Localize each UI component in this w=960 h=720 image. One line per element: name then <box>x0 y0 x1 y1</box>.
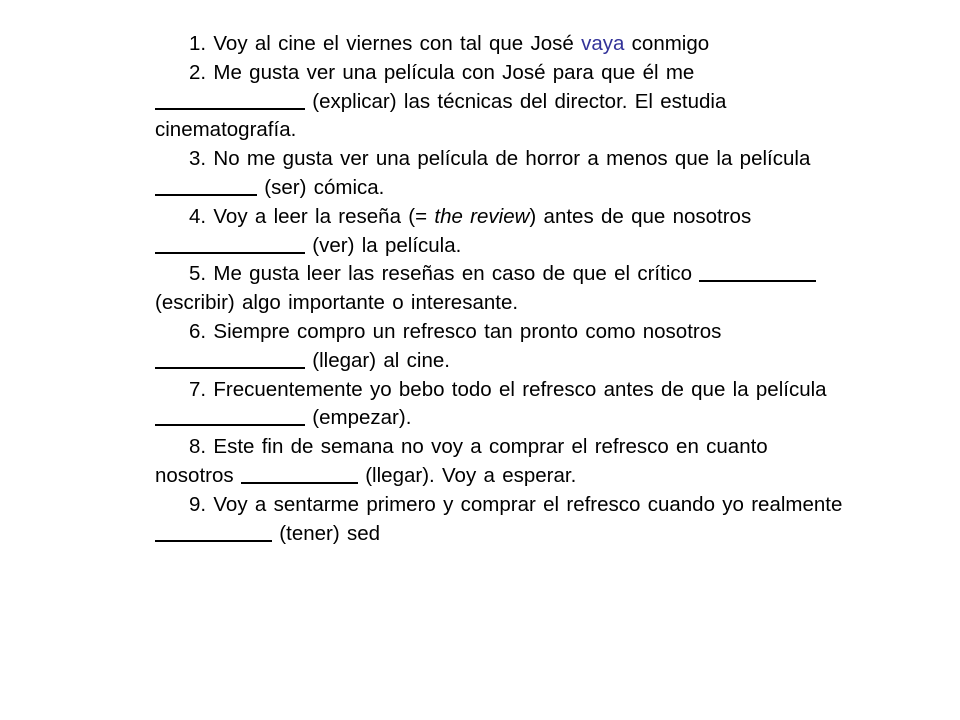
item-7-text: 7. Frecuentemente yo bebo todo el refresco antes de que la película <box>189 377 827 401</box>
item-4-emphasis: the review <box>434 204 530 228</box>
item-5-text-end: (escribir) algo importante o interesante. <box>155 291 519 315</box>
exercise-item-5 <box>155 260 845 318</box>
item-5-blank <box>699 262 816 282</box>
item-8-text-end: (llegar). Voy a esperar. <box>357 463 577 487</box>
item-9-blank <box>155 522 272 542</box>
exercise-item-7 <box>155 376 845 434</box>
item-7-blank <box>155 406 305 426</box>
item-4-text-end: (ver) la película. <box>305 233 462 257</box>
item-4-text-middle: ) antes de que nosotros <box>529 204 752 228</box>
exercise-item-6 <box>155 318 845 376</box>
exercise-item-8 <box>155 433 845 491</box>
item-1-text-end: conmigo <box>624 32 710 55</box>
item-8-text: 8. Este fin de semana no voy a comprar el refresco en cuanto nosotros <box>155 435 768 487</box>
item-1-text: 1. Voy al cine el viernes con tal que José <box>189 32 582 55</box>
item-6-text: 6. Siempre compro un refresco tan pronto como nosotros <box>189 319 722 343</box>
exercise-item-1 <box>155 30 845 59</box>
exercise-list <box>155 30 845 548</box>
item-4-blank <box>155 234 305 254</box>
item-2-text: 2. Me gusta ver una película con José para que él me <box>189 60 695 84</box>
item-2-blank <box>155 90 305 110</box>
exercise-item-4 <box>155 203 845 261</box>
item-7-text-end: (empezar). <box>305 406 412 430</box>
item-1-answer: vaya <box>581 32 625 55</box>
item-9-text: 9. Voy a sentarme primero y comprar el refresco cuando yo realmente <box>189 492 843 516</box>
item-6-text-end: (llegar) al cine. <box>305 348 450 372</box>
item-3-blank <box>155 176 257 196</box>
item-2-text-end: (explicar) las técnicas del director. El estudia cinematografía. <box>155 89 727 142</box>
item-3-text: 3. No me gusta ver una película de horror a menos que la película <box>189 147 811 171</box>
item-6-blank <box>155 349 305 369</box>
exercise-item-2 <box>155 59 845 145</box>
item-9-text-end: (tener) sed <box>272 521 381 545</box>
item-3-text-end: (ser) cómica. <box>257 175 385 199</box>
item-8-blank <box>241 464 358 484</box>
exercise-item-9 <box>155 491 845 549</box>
item-5-text: 5. Me gusta leer las reseñas en caso de que el crítico <box>189 262 700 286</box>
item-4-text: 4. Voy a leer la reseña (= <box>189 204 435 228</box>
exercise-item-3 <box>155 145 845 203</box>
